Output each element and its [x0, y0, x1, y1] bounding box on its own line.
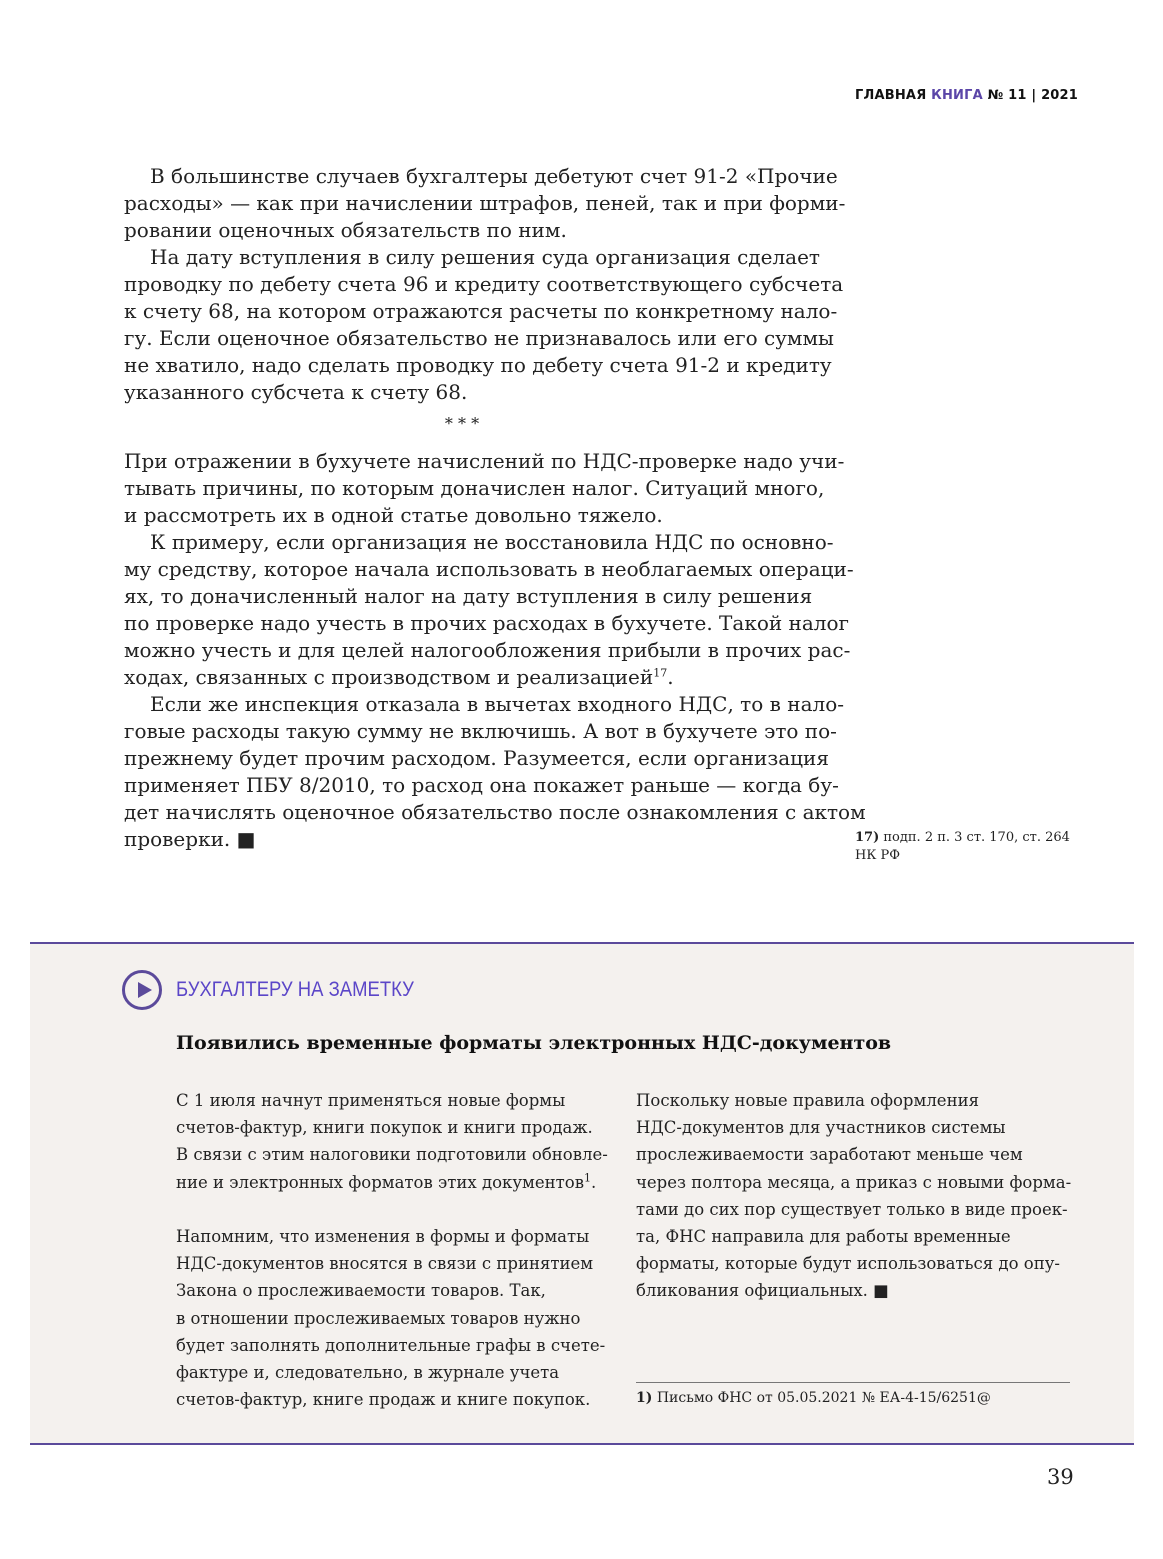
text-line — [124, 475, 825, 502]
footnote-text: подп. 2 п. 3 ст. 170, ст. 264 НК РФ — [855, 830, 1070, 863]
text-line — [176, 1359, 592, 1386]
text-line — [636, 1087, 1054, 1114]
text-line — [176, 1141, 608, 1168]
text-line — [124, 217, 800, 244]
line-text: К примеру, если организация не восстановила НДС по основно- — [150, 530, 834, 554]
text-line — [176, 1277, 592, 1304]
line-text: НДС-документов вносятся в связи с принятием — [176, 1254, 594, 1274]
text-line — [124, 529, 834, 556]
text-line — [124, 745, 829, 772]
box-column-right — [636, 1087, 1072, 1305]
box-column-left — [176, 1087, 608, 1413]
text-line — [636, 1141, 1054, 1168]
text-line — [636, 1223, 1054, 1250]
line-text: При отражении в бухучете начислений по НДС-проверке надо учи- — [124, 449, 845, 473]
text-line — [124, 502, 800, 529]
page-number: 39 — [1047, 1465, 1074, 1489]
text-line — [124, 448, 845, 475]
text-line — [636, 1277, 1054, 1304]
issue-number: № 11 | 2021 — [987, 88, 1079, 103]
box-title: Появились временные форматы электронных НДС-документов — [176, 1032, 892, 1054]
line-text: С 1 июля начнут применяться новые формы — [176, 1091, 566, 1110]
footnote-number: 1) — [636, 1390, 653, 1406]
article-body — [124, 163, 866, 853]
line-text: можно учесть и для целей налогообложения прибыли в прочих рас- — [124, 638, 851, 662]
text-line — [636, 1169, 1072, 1196]
line-text: Поскольку новые правила оформления — [636, 1091, 979, 1110]
line-text: тами до сих пор существует только в виде проек- — [636, 1199, 1068, 1219]
text-line — [176, 1250, 592, 1277]
footnote-ref: 1 — [584, 1171, 592, 1185]
text-line — [176, 1169, 597, 1196]
line-text: счетов-фактур, книги покупок и книги продаж. — [176, 1118, 593, 1138]
line-punctuation: . — [591, 1172, 597, 1192]
text-line — [124, 325, 834, 352]
line-text: будет заполнять дополнительные графы в счете- — [176, 1335, 606, 1355]
line-text: тывать причины, по которым доначислен налог. Ситуаций много, — [124, 476, 825, 500]
line-text: НДС-документов для участников системы — [636, 1118, 1006, 1138]
text-line — [124, 583, 813, 610]
line-text: расходы» — как при начислении штрафов, пеней, так и при форми- — [124, 191, 846, 215]
text-line — [124, 271, 844, 298]
section-separator: * * * — [444, 414, 480, 433]
text-line — [124, 826, 800, 853]
line-text: и рассмотреть их в одной статье довольно тяжело. — [124, 503, 663, 527]
text-line — [124, 163, 838, 190]
footnote-ref: 17 — [653, 666, 668, 680]
footnote-divider — [636, 1382, 1070, 1383]
line-text: Напомним, что изменения в формы и форматы — [176, 1226, 590, 1246]
text-line — [636, 1250, 1060, 1277]
line-text: ходах, связанных с производством и реализацией — [124, 665, 654, 689]
line-text: му средству, которое начала использовать в необлагаемых операци- — [124, 557, 854, 581]
line-text: в отношении прослеживаемых товаров нужно — [176, 1308, 581, 1328]
line-text: через полтора месяца, а приказ с новыми форма- — [636, 1172, 1072, 1192]
text-line — [176, 1114, 592, 1141]
text-line — [636, 1196, 1068, 1223]
line-text: фактуре и, следовательно, в журнале учета — [176, 1362, 560, 1382]
article-block-1 — [124, 163, 846, 406]
brand-name: ГЛАВНАЯ — [855, 88, 927, 103]
line-text: ние и электронных форматов этих документов — [176, 1172, 585, 1192]
box-rubric: БУХГАЛТЕРУ НА ЗАМЕТКУ — [176, 978, 414, 1001]
text-line — [636, 1114, 1054, 1141]
line-text: прежнему будет прочим расходом. Разумеется, если организация — [124, 746, 829, 770]
line-punctuation: . — [667, 665, 674, 689]
line-text: ях, то доначисленный налог на дату вступления в силу решения — [124, 584, 813, 608]
line-text: проверки. ■ — [124, 827, 256, 851]
line-text: Закона о прослеживаемости товаров. Так, — [176, 1281, 546, 1301]
article-block-2 — [124, 448, 866, 853]
sidenote-17 — [855, 829, 1075, 865]
text-line — [176, 1223, 592, 1250]
text-line — [124, 244, 820, 271]
text-line — [124, 352, 832, 379]
text-line — [176, 1332, 606, 1359]
text-line — [124, 556, 854, 583]
brand-name-accent: КНИГА — [931, 88, 983, 103]
paragraph-gap — [176, 1196, 592, 1223]
footnote-text: Письмо ФНС от 05.05.2021 № ЕА-4-15/6251@ — [656, 1390, 991, 1406]
line-text: Если же инспекция отказала в вычетах входного НДС, то в нало- — [150, 692, 845, 716]
play-circle-icon — [122, 970, 162, 1010]
text-line — [124, 664, 800, 691]
text-line — [176, 1305, 592, 1332]
line-text: проводку по дебету счета 96 и кредиту соответствующего субсчета — [124, 272, 844, 296]
box-footnote — [636, 1390, 991, 1406]
line-text: счетов-фактур, книге продаж и книге покупок. — [176, 1390, 591, 1410]
text-line — [176, 1087, 592, 1114]
text-line — [124, 379, 800, 406]
line-text: гу. Если оценочное обязательство не признавалось или его суммы — [124, 326, 834, 350]
line-text: прослеживаемости заработают меньше чем — [636, 1145, 1023, 1165]
line-text: применяет ПБУ 8/2010, то расход она покажет раньше — когда бу- — [124, 773, 839, 797]
line-text: ровании оценочных обязательств по ним. — [124, 218, 567, 242]
running-header — [855, 88, 1078, 103]
line-text: В большинстве случаев бухгалтеры дебетуют счет 91-2 «Прочие — [150, 164, 838, 188]
line-text: указанного субсчета к счету 68. — [124, 380, 468, 404]
line-text: В связи с этим налоговики подготовили обновле- — [176, 1145, 608, 1165]
line-text: к счету 68, на котором отражаются расчеты по конкретному нало- — [124, 299, 838, 323]
line-text: по проверке надо учесть в прочих расходах в бухучете. Такой налог — [124, 611, 850, 635]
text-line — [124, 637, 851, 664]
text-line — [176, 1386, 592, 1413]
footnote-number: 17) — [855, 830, 880, 845]
line-text: говые расходы такую сумму не включишь. А вот в бухучете это по- — [124, 719, 837, 743]
accountant-note-box — [30, 942, 1134, 1445]
line-text: бликования официальных. ■ — [636, 1281, 889, 1301]
line-text: форматы, которые будут использоваться до опу- — [636, 1254, 1060, 1274]
text-line — [124, 190, 846, 217]
line-text: дет начислять оценочное обязательство после ознакомления с актом — [124, 800, 866, 824]
text-line — [124, 772, 839, 799]
text-line — [124, 799, 866, 826]
line-text: На дату вступления в силу решения суда организация сделает — [150, 245, 820, 269]
line-text: не хватило, надо сделать проводку по дебету счета 91-2 и кредиту — [124, 353, 832, 377]
text-line — [124, 610, 850, 637]
text-line — [124, 718, 837, 745]
text-line — [124, 691, 845, 718]
line-text: та, ФНС направила для работы временные — [636, 1226, 1011, 1246]
text-line — [124, 298, 838, 325]
